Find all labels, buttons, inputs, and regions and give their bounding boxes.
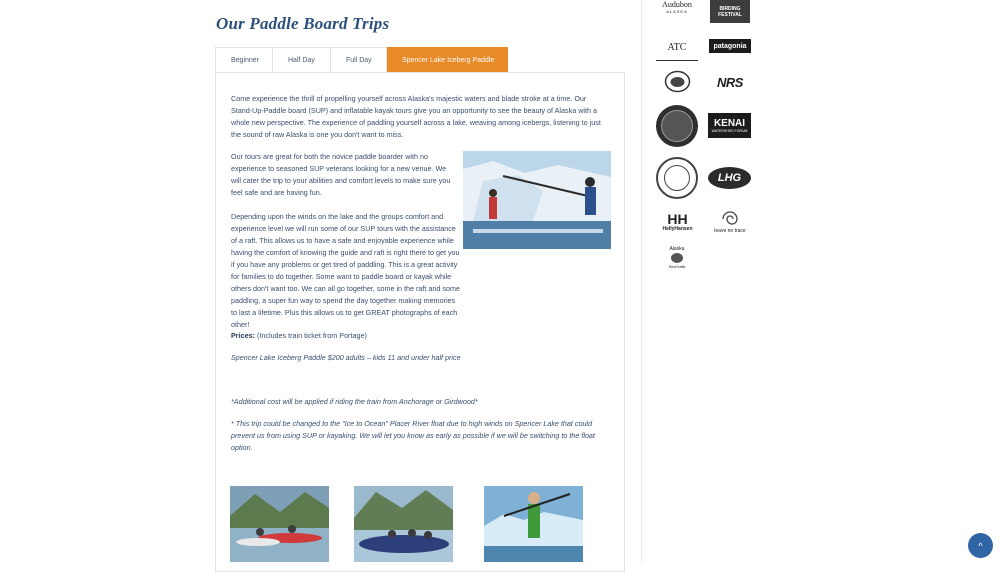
logo-council[interactable]: [656, 105, 698, 147]
logo-patagonia[interactable]: patagonia: [709, 39, 751, 53]
chevron-up-icon: ^: [978, 540, 983, 551]
tab-full-day[interactable]: Full Day: [331, 47, 387, 73]
logo-leave-no-trace[interactable]: leave no trace: [708, 207, 752, 237]
logo-alaska-seatrails[interactable]: Alaska SeaTrails: [668, 245, 686, 269]
logo-seal[interactable]: [664, 70, 691, 93]
back-to-top-button[interactable]: [968, 533, 993, 558]
intro-paragraph: Come experience the thrill of propelling yourself across Alaska's majestic waters and blade stroke at a time. Our Stand-Up-Paddle board (SUP) and inflatable kayak tours give you an opportunity to see the beauty of Alaska with a whole new perspective. The experience of paddling yourself across a lake, weaving among icebergs, listening to just the sound of raw Alaska is one you don't want to miss.: [231, 94, 601, 139]
tab-beginner[interactable]: Beginner: [215, 47, 273, 73]
photo-paddler-iceberg: [484, 486, 583, 562]
price-detail: Spencer Lake Iceberg Paddle $200 adults – kids 11 and under half price: [231, 353, 461, 362]
logo-audubon[interactable]: Audubon ALASKA: [662, 0, 692, 14]
prices-label: Prices:: [231, 331, 255, 340]
page-title: Our Paddle Board Trips: [216, 14, 390, 33]
swirl-icon: [720, 210, 740, 228]
trip-tabs: [215, 47, 508, 73]
float-option-note: * This trip could be changed to the "Ice to Ocean" Placer River float due to high winds on Spencer Lake that could prevent us from using SUP or kayaking. We will let you know as early as possible if we will be switching to the float option.: [231, 419, 595, 452]
logo-atc[interactable]: ATC: [656, 34, 698, 61]
logo-badge[interactable]: [656, 157, 698, 199]
prices-note: (Includes train ticket from Portage): [256, 331, 367, 340]
logo-kenai-watershed-forum[interactable]: KENAI WATERSHED FORUM: [708, 113, 751, 138]
logo-nrs[interactable]: NRS: [717, 74, 743, 90]
tours-paragraph: Our tours are great for both the novice paddle boarder with no experience to seasoned SUP veterans looking for a new venue. We will cater the trip to your abilities and comfort levels to make sure you feel safe and are having fun.: [231, 152, 451, 197]
additional-cost-note: *Additional cost will be applied if riding the train from Anchorage or Girdwood*: [231, 397, 478, 406]
winds-paragraph: Depending upon the winds on the lake and the groups comfort and experience level we will run some of our SUP tours with the assistance of a raft. This allows us to have a safe and enjoyable experience while having the comfort of knowing the guide and raft is right there to get you if you have any problems or get tired of paddling. This is a great activity for families to do together. Some want to paddle board or kayak while others don't want too. We can all go together, some in the raft and some paddling, a super fun way to spend the day together making memories to last a lifetime. Plus this allows us to get GREAT photographs of each other!: [231, 212, 460, 329]
hero-photo-iceberg: [463, 151, 611, 249]
photo-raft-group: [354, 486, 453, 562]
tab-spencer-lake-iceberg-paddle[interactable]: Spencer Lake Iceberg Paddle: [387, 47, 508, 73]
photo-kayakers: [230, 486, 329, 562]
logo-lhg[interactable]: LHG: [708, 167, 751, 189]
logo-birding-festival[interactable]: BIRDING FESTIVAL: [710, 0, 750, 23]
logo-helly-hansen[interactable]: HH HellyHansen: [662, 210, 693, 232]
prices-line: [231, 330, 606, 342]
tab-half-day[interactable]: Half Day: [273, 47, 331, 73]
sidebar-divider: [641, 0, 642, 562]
